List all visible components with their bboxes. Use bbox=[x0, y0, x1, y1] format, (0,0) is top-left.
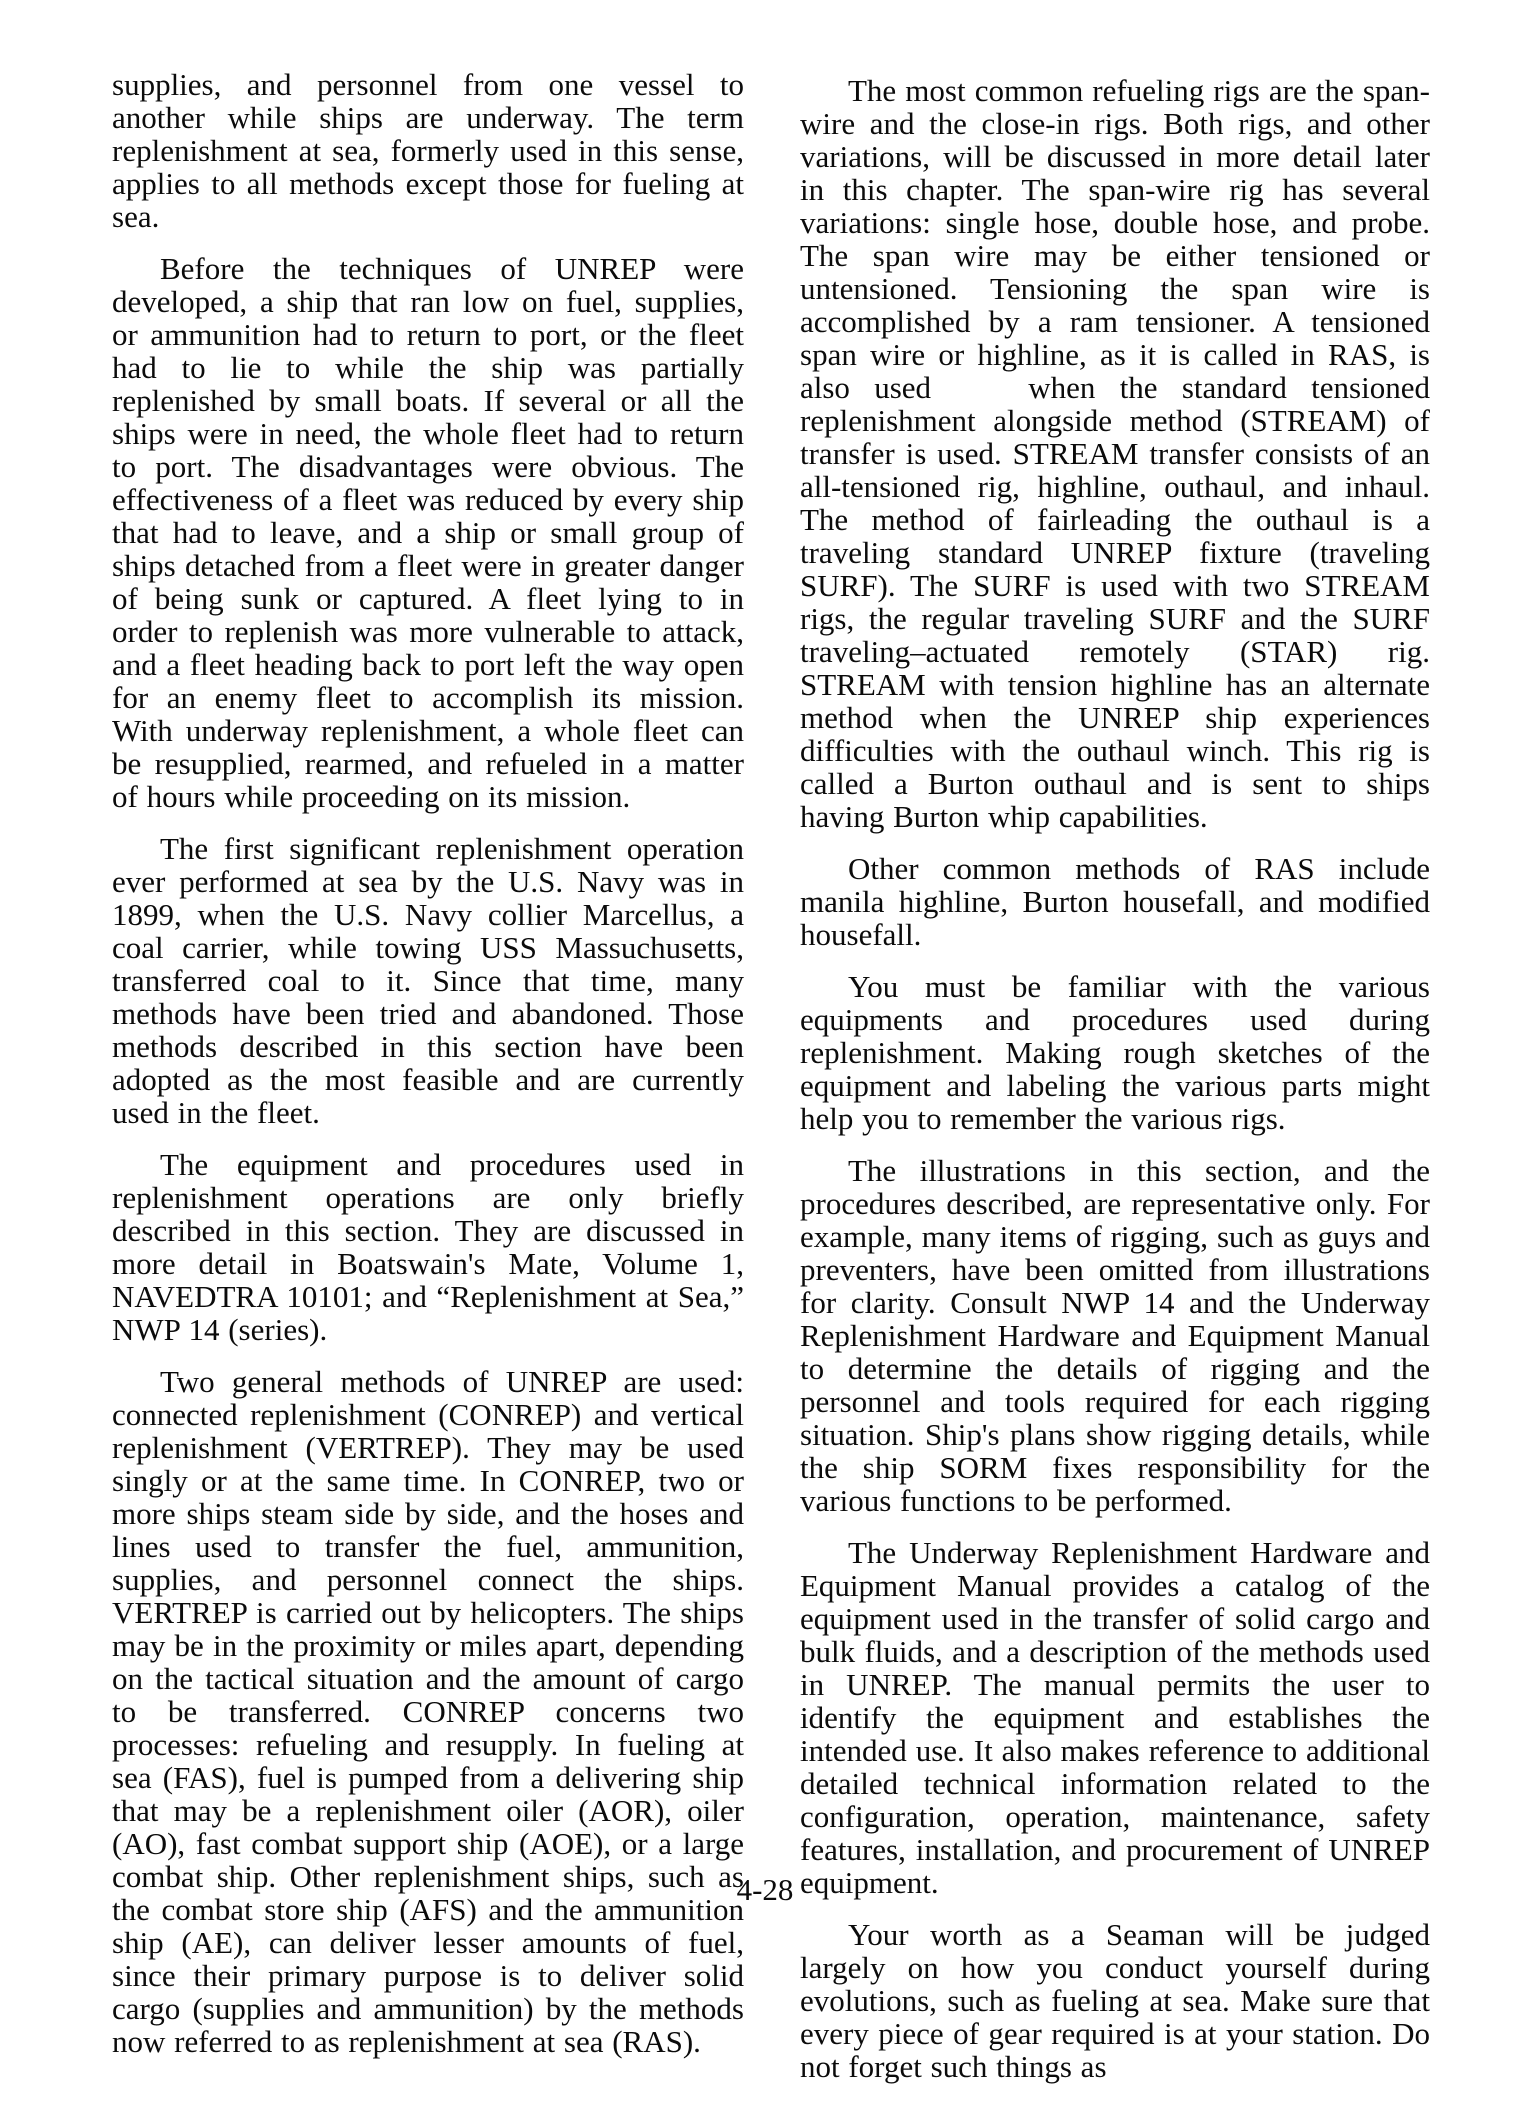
paragraph: The Underway Replenishment Hardware and Equipment Manual provides a catalog of the equipment used in the transfer of solid cargo and bulk fluids, and a description of the methods used in UNREP. The manual permits the user to identify the equipment and establishes the intended use. It also makes reference to additional detailed technical information related to the configuration, operation, maintenance, safety features, installation, and procurement of UNREP equipment. bbox=[800, 1535, 1430, 1900]
right-column bbox=[800, 74, 1430, 2102]
paragraph: Other common methods of RAS include manila highline, Burton housefall, and modified housefall. bbox=[800, 851, 1430, 952]
paragraph: Two general methods of UNREP are used: connected replenishment (CONREP) and vertical replenishment (VERTREP). They may be used singly or at the same time. In CONREP, two or more ships steam side by side, and the hoses and lines used to transfer the fuel, ammunition, supplies, and personnel connect the ships. VERTREP is carried out by helicopters. The ships may be in the proximity or miles apart, depending on the tactical situation and the amount of cargo to be transferred. CONREP concerns two processes: refueling and resupply. In fueling at sea (FAS), fuel is pumped from a delivering ship that may be a replenishment oiler (AOR), oiler (AO), fast combat support ship (AOE), or a large combat ship. Other replenishment ships, such as the combat store ship (AFS) and the ammunition ship (AE), can deliver lesser amounts of fuel, since their primary purpose is to deliver solid cargo (supplies and ammunition) by the methods now referred to as replenishment at sea (RAS). bbox=[112, 1364, 744, 2059]
paragraph: Before the techniques of UNREP were developed, a ship that ran low on fuel, supplies, or ammunition had to return to port, or the fleet had to lie to while the ship was partially replenished by small boats. If several or all the ships were in need, the whole fleet had to return to port. The disadvantages were obvious. The effectiveness of a fleet was reduced by every ship that had to leave, and a ship or small group of ships detached from a fleet were in greater danger of being sunk or captured. A fleet lying to in order to replenish was more vulnerable to attack, and a fleet heading back to port left the way open for an enemy fleet to accomplish its mission. With underway replenishment, a whole fleet can be resupplied, rearmed, and refueled in a matter of hours while proceeding on its mission. bbox=[112, 251, 744, 814]
page-number: 4-28 bbox=[736, 1872, 794, 1907]
paragraph: The equipment and procedures used in replenishment operations are only briefly described in this section. They are discussed in more detail in Boatswain's Mate, Volume 1, NAVEDTRA 10101; and “Replenishment at Sea,” NWP 14 (series). bbox=[112, 1147, 744, 1347]
paragraph: The most common refueling rigs are the span-wire and the close-in rigs. Both rigs, and other variations, will be discussed in more detail later in this chapter. The span-wire rig has several variations: single hose, double hose, and probe. The span wire may be either tensioned or untensioned. Tensioning the span wire is accomplished by a ram tensioner. A tensioned span wire or highline, as it is called in RAS, is also used when the standard tensioned replenishment alongside method (STREAM) of transfer is used. STREAM transfer consists of an all-tensioned rig, highline, outhaul, and inhaul. The method of fairleading the outhaul is a traveling standard UNREP fixture (traveling SURF). The SURF is used with two STREAM rigs, the regular traveling SURF and the SURF traveling–actuated remotely (STAR) rig. STREAM with tension highline has an alternate method when the UNREP ship experiences difficulties with the outhaul winch. This rig is called a Burton outhaul and is sent to ships having Burton whip capabilities. bbox=[800, 73, 1430, 834]
paragraph: supplies, and personnel from one vessel to another while ships are underway. The term replenishment at sea, formerly used in this sense, applies to all methods except those for fueling at sea. bbox=[112, 67, 744, 234]
paragraph: Your worth as a Seaman will be judged largely on how you conduct yourself during evolutions, such as fueling at sea. Make sure that every piece of gear required is at your station. Do not forget such things as bbox=[800, 1917, 1430, 2084]
paragraph: The first significant replenishment operation ever performed at sea by the U.S. Navy was in 1899, when the U.S. Navy collier Marcellus, a coal carrier, while towing USS Massuchusetts, transferred coal to it. Since that time, many methods have been tried and abandoned. Those methods described in this section have been adopted as the most feasible and are currently used in the fleet. bbox=[112, 831, 744, 1130]
paragraph: You must be familiar with the various equipments and procedures used during replenishment. Making rough sketches of the equipment and labeling the various parts might help you to remember the various rigs. bbox=[800, 969, 1430, 1136]
left-column bbox=[112, 68, 744, 2077]
paragraph: The illustrations in this section, and the procedures described, are representative only. For example, many items of rigging, such as guys and preventers, have been omitted from illustrations for clarity. Consult NWP 14 and the Underway Replenishment Hardware and Equipment Manual to determine the details of rigging and the personnel and tools required for each rigging situation. Ship's plans show rigging details, while the ship SORM fixes responsibility for the various functions to be performed. bbox=[800, 1153, 1430, 1518]
